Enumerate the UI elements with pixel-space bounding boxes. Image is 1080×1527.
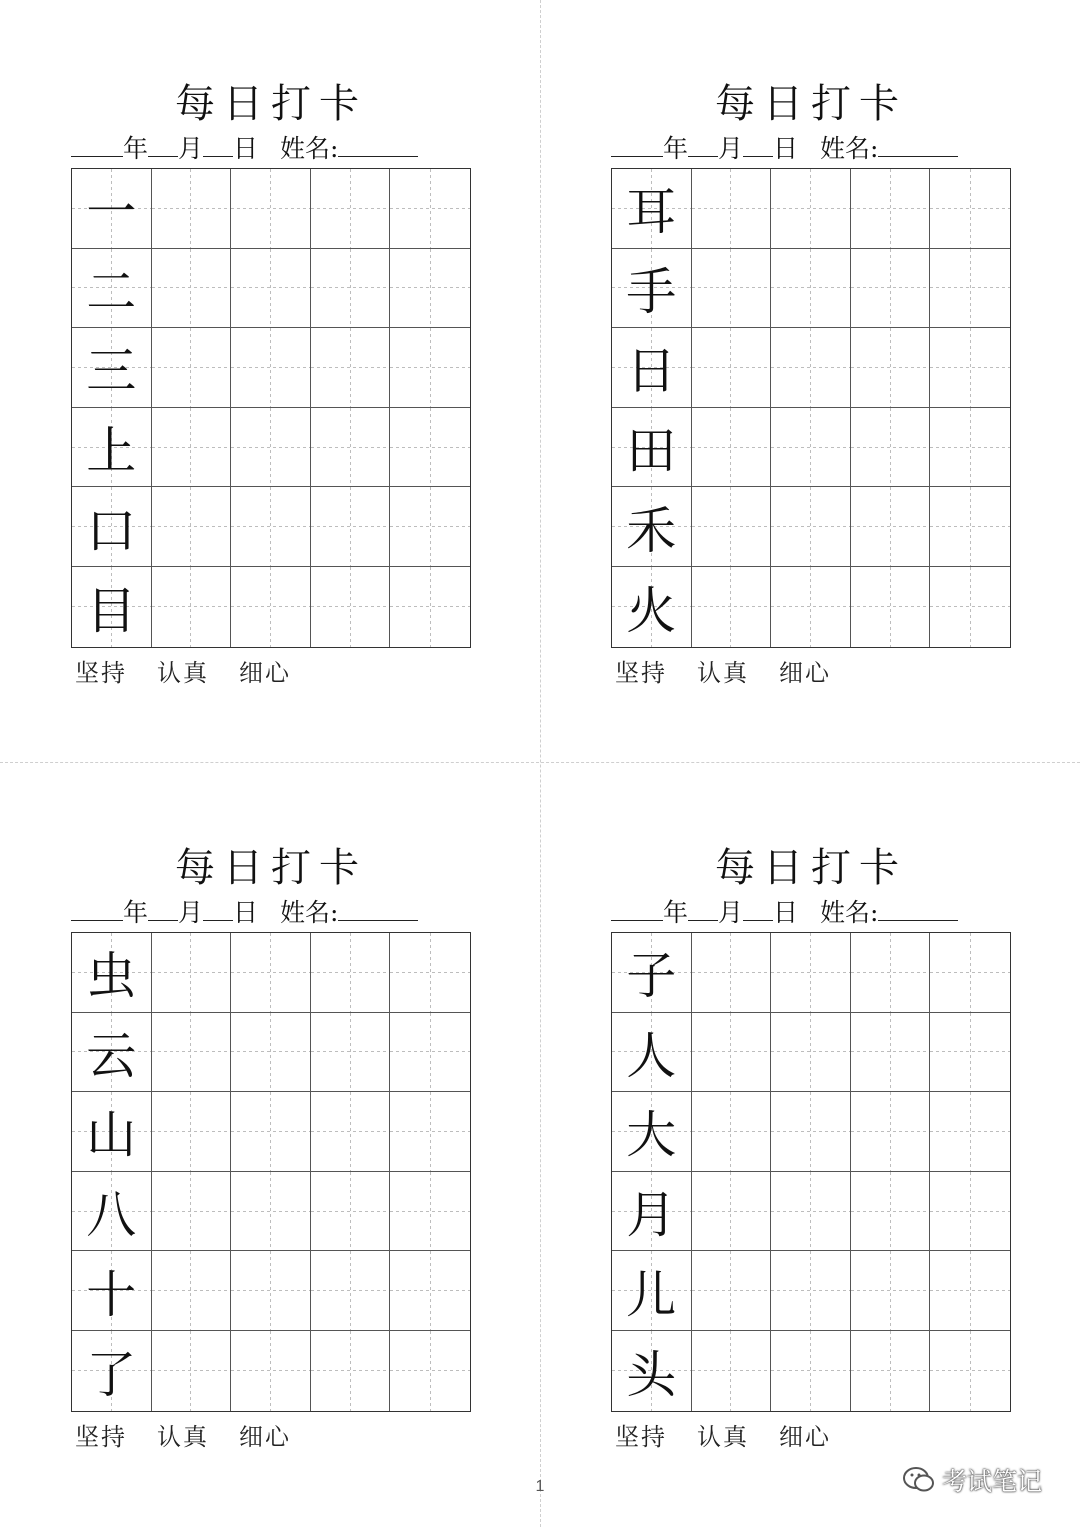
name-blank[interactable] [338,894,418,921]
model-character-cell [72,1172,152,1252]
practice-cell[interactable] [771,1331,851,1411]
practice-cell[interactable] [692,1331,772,1411]
practice-cell[interactable] [152,567,232,647]
day-label: 日 [773,898,799,927]
model-character: 儿 [626,1265,677,1324]
practice-cell[interactable] [152,169,232,249]
practice-cell[interactable] [930,249,1010,329]
practice-cell[interactable] [390,169,470,249]
month-blank[interactable] [148,130,178,157]
practice-cell[interactable] [930,169,1010,249]
practice-cell[interactable] [231,169,311,249]
model-character-cell [72,408,152,488]
practice-cell[interactable] [771,408,851,488]
motto-word: 认真 [157,659,209,687]
practice-cell[interactable] [152,1013,232,1093]
practice-cell[interactable] [231,408,311,488]
model-character-cell [612,567,692,647]
practice-cell[interactable] [851,1172,931,1252]
model-character-cell [72,1331,152,1411]
model-character: 三 [86,342,137,401]
day-label: 日 [773,134,799,163]
page-number: 1 [535,1478,545,1495]
practice-cell[interactable] [152,933,232,1013]
name-label: 姓名: [820,898,879,927]
day-blank[interactable] [203,130,233,157]
card-title: 每日打卡 [175,81,367,127]
model-character-cell [72,169,152,249]
practice-cell[interactable] [231,1013,311,1093]
date-name-line [611,894,1011,931]
model-character-cell [612,328,692,408]
practice-cell[interactable] [692,1251,772,1331]
practice-cell[interactable] [692,1092,772,1172]
writing-grid [71,932,471,1412]
practice-cell[interactable] [231,1251,311,1331]
practice-cell[interactable] [692,1172,772,1252]
practice-cell[interactable] [390,487,470,567]
model-character: 手 [626,262,677,321]
chat-bubble-icon [902,1465,936,1495]
motto-word: 认真 [157,1423,209,1451]
practice-card [611,80,1011,687]
year-blank[interactable] [71,130,123,157]
motto-word: 细心 [239,659,291,687]
practice-cell[interactable] [311,249,391,329]
date-name-line [71,130,471,167]
model-character: 耳 [626,183,677,242]
model-character-cell [612,1251,692,1331]
card-title: 每日打卡 [715,81,907,127]
year-label: 年 [123,898,149,927]
practice-cell[interactable] [311,1172,391,1252]
motto-word: 坚持 [615,1423,667,1451]
model-character-cell [72,328,152,408]
name-label: 姓名: [280,134,339,163]
practice-cell[interactable] [851,408,931,488]
month-blank[interactable] [148,894,178,921]
practice-cell[interactable] [851,567,931,647]
practice-cell[interactable] [231,1331,311,1411]
practice-cell[interactable] [152,328,232,408]
model-character: 月 [626,1186,677,1245]
motto-word: 细心 [239,1423,291,1451]
motto-word: 坚持 [75,1423,127,1451]
motto-word: 坚持 [615,659,667,687]
practice-cell[interactable] [692,169,772,249]
practice-cell[interactable] [851,933,931,1013]
model-character-cell [612,169,692,249]
model-character: 云 [86,1026,137,1085]
model-character-cell [612,1013,692,1093]
practice-cell[interactable] [390,1172,470,1252]
model-character: 日 [626,342,677,401]
motto-word: 细心 [779,659,831,687]
name-blank[interactable] [878,130,958,157]
practice-cell[interactable] [152,487,232,567]
practice-cell[interactable] [692,249,772,329]
name-blank[interactable] [878,894,958,921]
year-label: 年 [123,134,149,163]
practice-cell[interactable] [771,567,851,647]
practice-cell[interactable] [930,328,1010,408]
day-blank[interactable] [203,894,233,921]
model-character-cell [612,249,692,329]
practice-cell[interactable] [231,567,311,647]
practice-cell[interactable] [390,933,470,1013]
practice-cell[interactable] [311,1092,391,1172]
practice-cell[interactable] [152,1172,232,1252]
model-character-cell [612,1092,692,1172]
practice-cell[interactable] [152,1331,232,1411]
month-label: 月 [178,898,204,927]
name-label: 姓名: [820,134,879,163]
practice-cell[interactable] [930,1251,1010,1331]
practice-cell[interactable] [692,1013,772,1093]
practice-cell[interactable] [930,1172,1010,1252]
model-character-cell [72,1251,152,1331]
model-character: 八 [86,1186,137,1245]
practice-cell[interactable] [311,567,391,647]
day-label: 日 [233,898,259,927]
model-character: 火 [626,581,677,640]
year-blank[interactable] [611,130,663,157]
practice-cell[interactable] [390,328,470,408]
motto-word: 坚持 [75,659,127,687]
model-character-cell [612,487,692,567]
practice-cell[interactable] [771,933,851,1013]
month-label: 月 [718,134,744,163]
practice-cell[interactable] [390,1013,470,1093]
practice-cell[interactable] [930,487,1010,567]
practice-cell[interactable] [390,1092,470,1172]
motto-word: 细心 [779,1423,831,1451]
practice-cell[interactable] [851,487,931,567]
practice-cell[interactable] [390,1251,470,1331]
practice-cell[interactable] [851,169,931,249]
practice-cell[interactable] [152,1251,232,1331]
practice-cell[interactable] [231,933,311,1013]
card-title: 每日打卡 [715,845,907,891]
model-character: 二 [86,262,137,321]
practice-cell[interactable] [692,933,772,1013]
practice-cell[interactable] [851,1092,931,1172]
writing-grid [611,168,1011,648]
writing-grid [71,168,471,648]
model-character: 虫 [86,947,137,1006]
model-character-cell [72,567,152,647]
practice-cell[interactable] [152,1092,232,1172]
practice-cell[interactable] [390,408,470,488]
practice-cell[interactable] [771,249,851,329]
practice-cell[interactable] [851,249,931,329]
model-character: 上 [86,422,137,481]
motto-line [615,1420,1015,1454]
model-character: 田 [626,422,677,481]
practice-cell[interactable] [771,169,851,249]
name-blank[interactable] [338,130,418,157]
year-label: 年 [663,134,689,163]
practice-cell[interactable] [231,1172,311,1252]
practice-cell[interactable] [311,1251,391,1331]
practice-card [71,80,471,687]
practice-cell[interactable] [930,1092,1010,1172]
month-blank[interactable] [688,894,718,921]
practice-cell[interactable] [152,249,232,329]
practice-cell[interactable] [771,328,851,408]
month-label: 月 [178,134,204,163]
practice-cell[interactable] [152,408,232,488]
model-character-cell [72,249,152,329]
model-character: 口 [86,501,137,560]
practice-cell[interactable] [771,1251,851,1331]
practice-cell[interactable] [311,933,391,1013]
practice-cell[interactable] [771,1092,851,1172]
month-label: 月 [718,898,744,927]
model-character-cell [72,487,152,567]
practice-cell[interactable] [851,1251,931,1331]
practice-cell[interactable] [311,169,391,249]
practice-cell[interactable] [311,1013,391,1093]
practice-cell[interactable] [311,487,391,567]
practice-card [71,844,471,1451]
practice-cell[interactable] [771,487,851,567]
model-character-cell [612,408,692,488]
motto-word: 认真 [697,1423,749,1451]
practice-cell[interactable] [692,487,772,567]
model-character: 头 [626,1345,677,1404]
practice-cell[interactable] [771,1172,851,1252]
practice-cell[interactable] [390,1331,470,1411]
practice-cell[interactable] [771,1013,851,1093]
practice-cell[interactable] [311,328,391,408]
model-character-cell [72,1013,152,1093]
date-name-line [611,130,1011,167]
model-character: 了 [86,1345,137,1404]
year-label: 年 [663,898,689,927]
model-character: 禾 [626,501,677,560]
writing-grid [611,932,1011,1412]
model-character-cell [612,1172,692,1252]
practice-cell[interactable] [851,328,931,408]
motto-line [615,656,1015,690]
practice-cell[interactable] [930,1331,1010,1411]
day-blank[interactable] [743,130,773,157]
month-blank[interactable] [688,130,718,157]
model-character-cell [612,933,692,1013]
model-character: 人 [626,1026,677,1085]
day-label: 日 [233,134,259,163]
practice-cell[interactable] [390,249,470,329]
model-character: 大 [626,1106,677,1165]
motto-line [75,1420,475,1454]
model-character-cell [612,1331,692,1411]
practice-cell[interactable] [930,408,1010,488]
practice-cell[interactable] [231,328,311,408]
name-label: 姓名: [280,898,339,927]
year-blank[interactable] [611,894,663,921]
model-character: 子 [626,947,677,1006]
practice-cell[interactable] [930,567,1010,647]
model-character-cell [72,1092,152,1172]
card-title: 每日打卡 [175,845,367,891]
vertical-cut-line [540,0,541,1527]
model-character: 山 [86,1106,137,1165]
motto-word: 认真 [697,659,749,687]
watermark [902,1460,1042,1500]
day-blank[interactable] [743,894,773,921]
model-character: 目 [86,581,137,640]
year-blank[interactable] [71,894,123,921]
motto-line [75,656,475,690]
practice-cell[interactable] [311,408,391,488]
practice-cell[interactable] [930,933,1010,1013]
practice-cell[interactable] [930,1013,1010,1093]
practice-cell[interactable] [692,408,772,488]
model-character: 一 [86,183,137,242]
horizontal-cut-line [0,762,1080,763]
date-name-line [71,894,471,931]
practice-cell[interactable] [851,1013,931,1093]
practice-cell[interactable] [692,567,772,647]
model-character-cell [72,933,152,1013]
practice-cell[interactable] [390,567,470,647]
practice-cell[interactable] [851,1331,931,1411]
practice-cell[interactable] [231,249,311,329]
practice-card [611,844,1011,1451]
practice-cell[interactable] [231,1092,311,1172]
watermark-text: 考试笔记 [942,1468,1043,1496]
practice-cell[interactable] [311,1331,391,1411]
practice-cell[interactable] [692,328,772,408]
practice-cell[interactable] [231,487,311,567]
model-character: 十 [86,1265,137,1324]
